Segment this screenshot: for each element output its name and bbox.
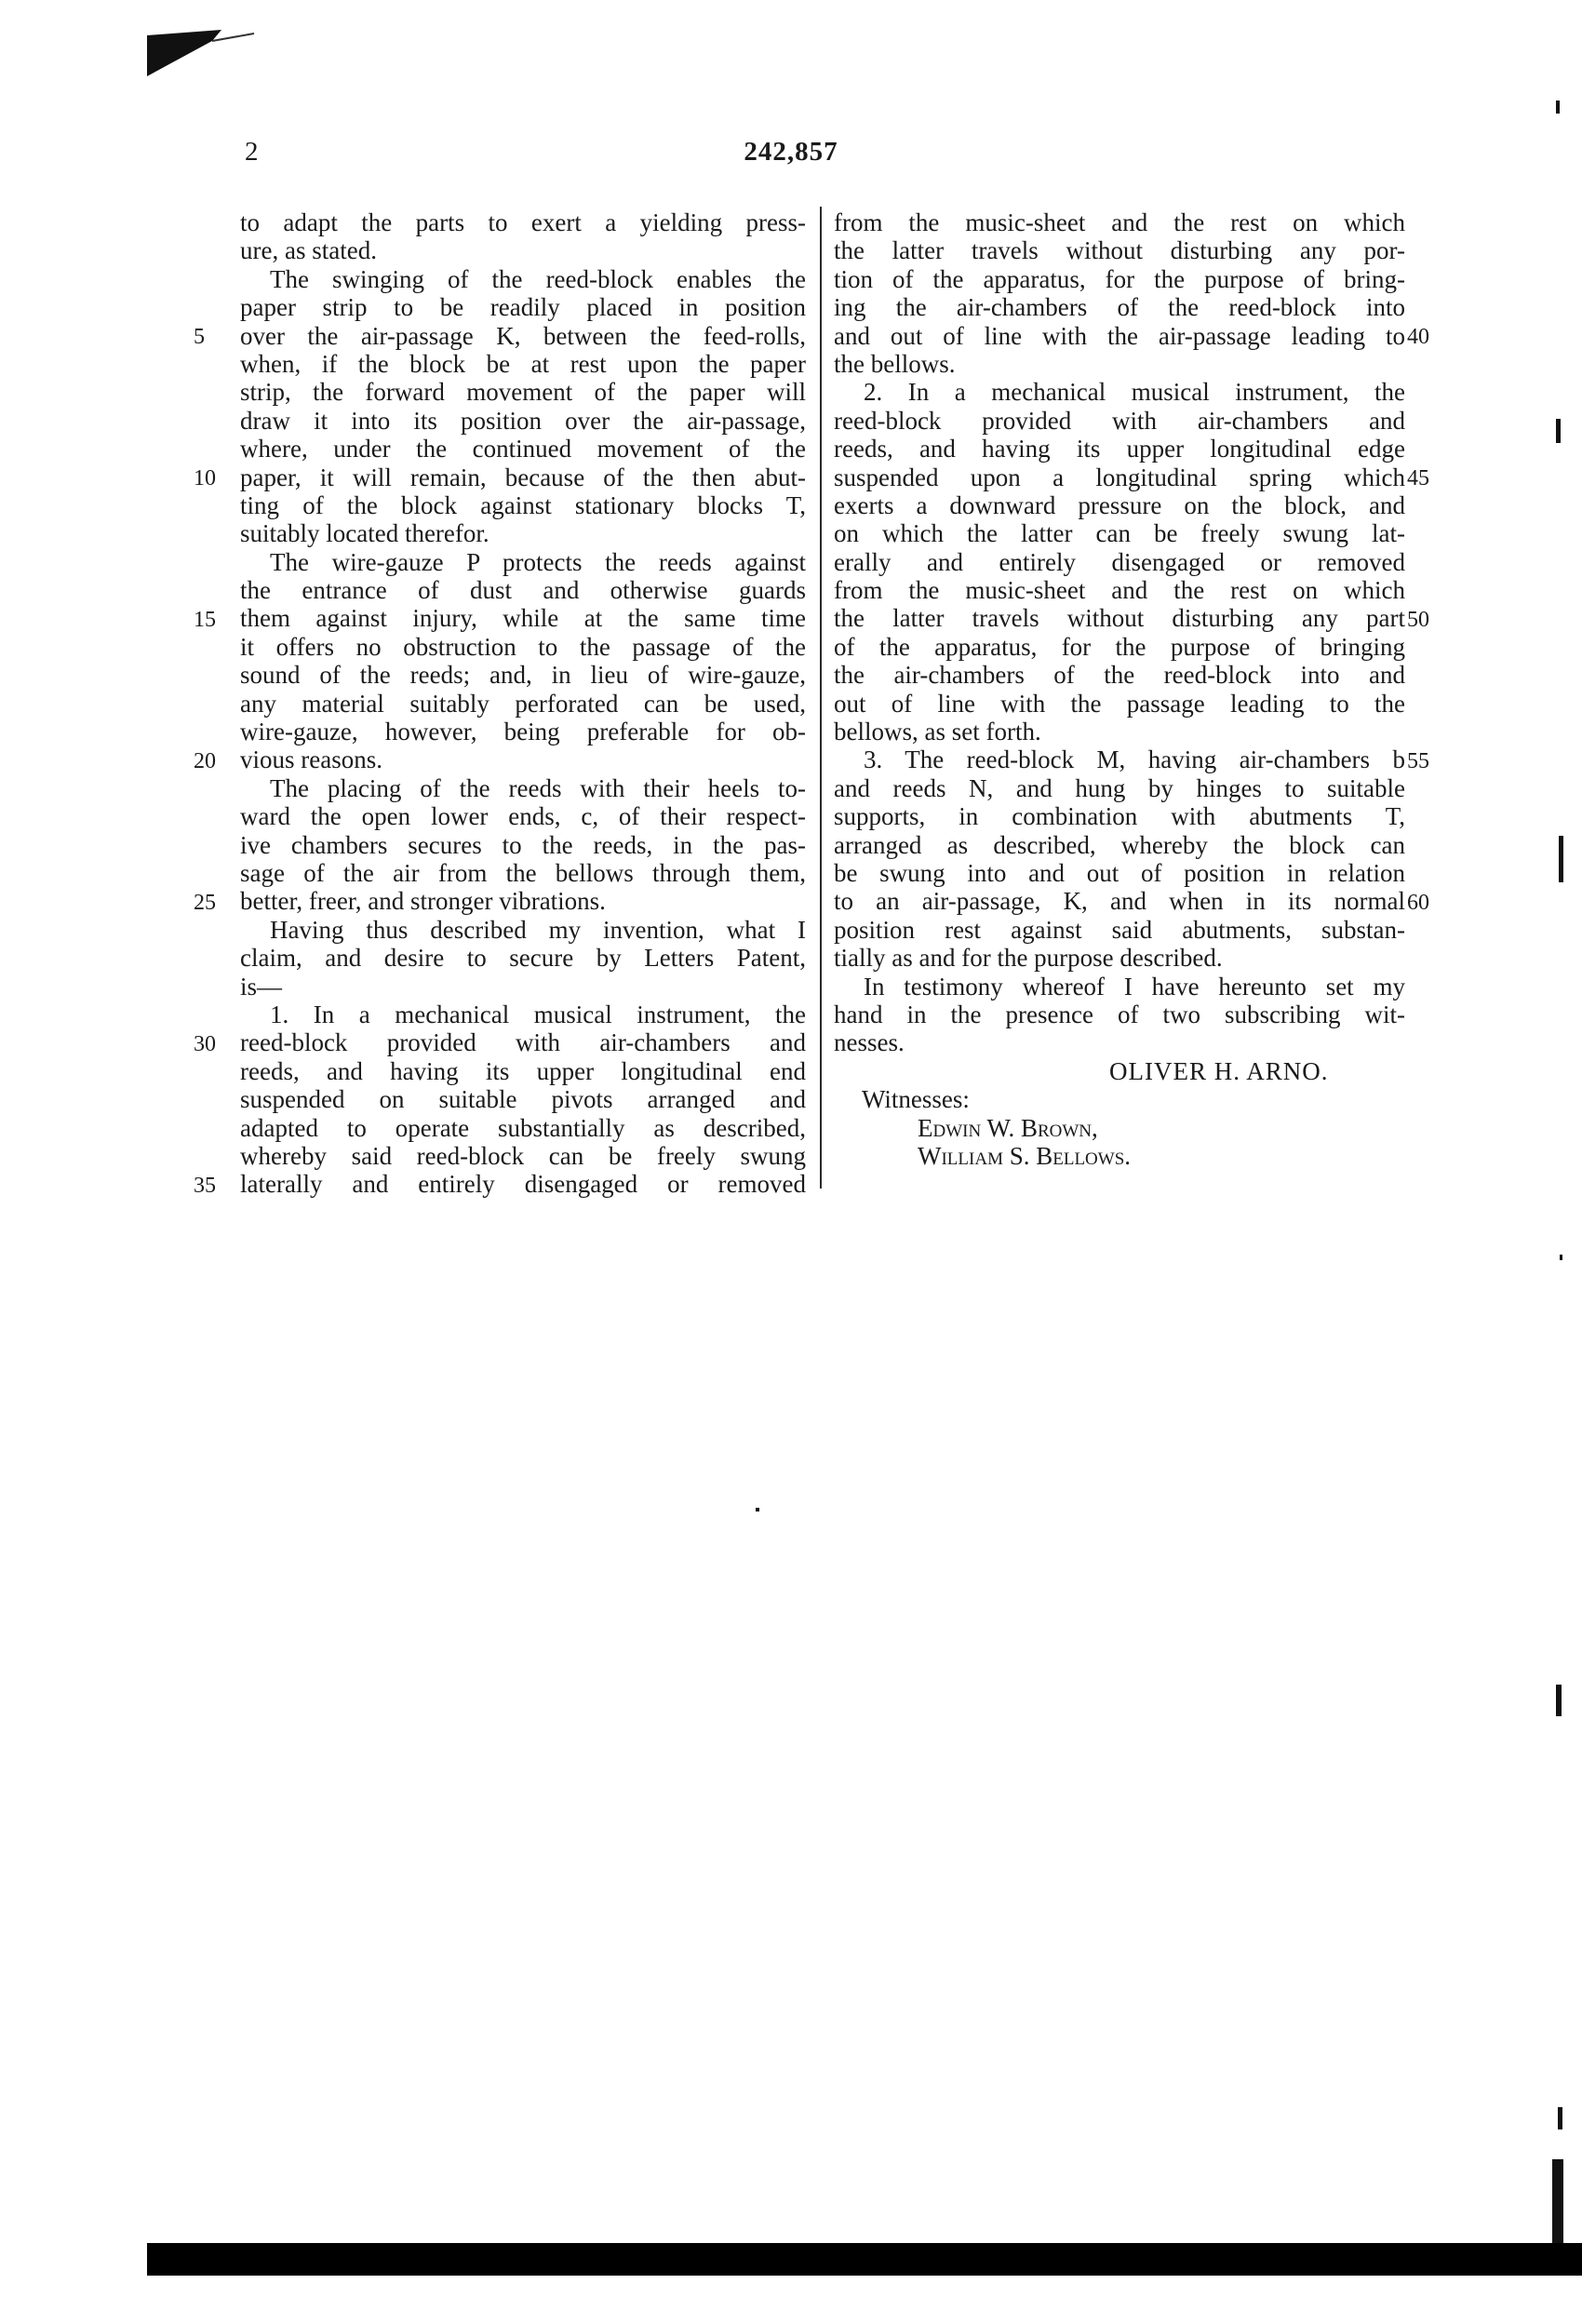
- text-line: the air-chambers of the reed-block into and: [834, 661, 1405, 690]
- text-line: strip, the forward movement of the paper will: [240, 378, 806, 407]
- text-line: ting of the block against stationary blocks T,: [240, 490, 806, 519]
- scan-speck: [1558, 2107, 1562, 2129]
- text-line: and out of line with the air-passage leading to: [834, 321, 1405, 350]
- text-line: bellows, as set forth.: [834, 718, 1041, 746]
- text-line: reed-block provided with air-chambers and: [834, 406, 1405, 435]
- scan-speck: [1556, 419, 1561, 443]
- text-line: ive chambers secures to the reeds, in the pas-: [240, 830, 806, 859]
- text-line: 1. In a mechanical musical instrument, the: [270, 1000, 806, 1028]
- text-line: from the music-sheet and the rest on which: [834, 208, 1405, 236]
- text-line: exerts a downward pressure on the block, and: [834, 490, 1405, 519]
- patent-number: 242,857: [744, 137, 838, 167]
- column-divider: [820, 207, 822, 1189]
- text-line: position rest against said abutments, substan-: [834, 915, 1405, 944]
- scan-speck: [1559, 836, 1563, 882]
- text-line: arranged as described, whereby the block can: [834, 830, 1405, 859]
- text-line: Having thus described my invention, what I: [270, 915, 806, 944]
- text-line: tially as and for the purpose described.: [834, 944, 1223, 973]
- text-line: out of line with the passage leading to the: [834, 689, 1405, 718]
- page-number: 2: [245, 137, 259, 167]
- text-line: wire-gauze, however, being preferable for ob-: [240, 718, 806, 746]
- text-line: ward the open lower ends, c, of their respect-: [240, 802, 806, 831]
- margin-line-number: 50: [1407, 607, 1429, 632]
- margin-line-number: 35: [194, 1173, 216, 1198]
- right-text-column: [834, 208, 1405, 1170]
- text-line: suspended upon a longitudinal spring which: [834, 463, 1405, 491]
- text-line: sage of the air from the bellows through them,: [240, 858, 806, 887]
- margin-line-number: 20: [194, 748, 216, 773]
- text-line: reeds, and having its upper longitudinal end: [240, 1056, 806, 1085]
- scan-speck: [1560, 1255, 1562, 1260]
- corner-scan-mark: [147, 28, 277, 84]
- text-line: the latter travels without disturbing any part: [834, 604, 1405, 633]
- text-line: the bellows.: [834, 349, 956, 378]
- text-line: erally and entirely disengaged or removed: [834, 547, 1405, 576]
- margin-line-number: 25: [194, 890, 216, 915]
- text-line: whereby said reed-block can be freely swung: [240, 1141, 806, 1170]
- scan-edge-bar: [147, 2243, 1582, 2276]
- text-line: to an air-passage, K, and when in its normal: [834, 887, 1405, 916]
- scan-speck: [756, 1508, 759, 1511]
- text-line: on which the latter can be freely swung lat-: [834, 519, 1405, 548]
- margin-line-number: 15: [194, 607, 216, 632]
- text-line: to adapt the parts to exert a yielding press-: [240, 208, 806, 236]
- text-line: hand in the presence of two subscribing wit-: [834, 1000, 1405, 1028]
- text-line: and reeds N, and hung by hinges to suitable: [834, 773, 1405, 802]
- text-line: Witnesses:: [862, 1085, 970, 1114]
- text-line: paper strip to be readily placed in position: [240, 293, 806, 322]
- text-line: any material suitably perforated can be used,: [240, 689, 806, 718]
- scan-speck: [1552, 2159, 1563, 2243]
- text-line: when, if the block be at rest upon the paper: [240, 349, 806, 378]
- text-line: paper, it will remain, because of the then abut-: [240, 463, 806, 491]
- margin-line-number: 10: [194, 465, 216, 490]
- text-line: where, under the continued movement of the: [240, 435, 806, 463]
- text-line: laterally and entirely disengaged or removed: [240, 1170, 806, 1199]
- text-line: nesses.: [834, 1028, 905, 1057]
- text-line: the latter travels without disturbing any por-: [834, 236, 1405, 265]
- text-line: The placing of the reeds with their heels to-: [270, 773, 806, 802]
- text-line: be swung into and out of position in relation: [834, 858, 1405, 887]
- text-line: claim, and desire to secure by Letters Patent,: [240, 944, 806, 973]
- text-line: tion of the apparatus, for the purpose of bring-: [834, 264, 1405, 293]
- text-line: The wire-gauze P protects the reeds against: [270, 547, 806, 576]
- text-line: of the apparatus, for the purpose of bringing: [834, 632, 1405, 661]
- text-line: The swinging of the reed-block enables the: [270, 264, 806, 293]
- margin-line-number: 5: [194, 324, 205, 349]
- text-line: reed-block provided with air-chambers and: [240, 1028, 806, 1057]
- scan-speck: [1556, 101, 1560, 114]
- text-line: In testimony whereof I have hereunto set my: [864, 972, 1405, 1001]
- text-line: better, freer, and stronger vibrations.: [240, 887, 606, 916]
- text-line: ing the air-chambers of the reed-block into: [834, 293, 1405, 322]
- text-line: vious reasons.: [240, 746, 382, 774]
- text-line: William S. Bellows.: [918, 1141, 1132, 1170]
- text-line: it offers no obstruction to the passage of the: [240, 632, 806, 661]
- text-line: suspended on suitable pivots arranged and: [240, 1085, 806, 1114]
- text-line: from the music-sheet and the rest on which: [834, 576, 1405, 605]
- text-line: Edwin W. Brown,: [918, 1113, 1098, 1142]
- text-line: 2. In a mechanical musical instrument, the: [864, 378, 1405, 407]
- text-line: them against injury, while at the same time: [240, 604, 806, 633]
- scan-speck: [1556, 1685, 1562, 1716]
- margin-line-number: 55: [1407, 748, 1429, 773]
- text-line: OLIVER H. ARNO.: [1109, 1056, 1329, 1085]
- margin-line-number: 60: [1407, 890, 1429, 915]
- margin-line-number: 40: [1407, 324, 1429, 349]
- text-line: 3. The reed-block M, having air-chambers b: [864, 746, 1405, 774]
- text-line: ure, as stated.: [240, 236, 377, 265]
- text-line: supports, in combination with abutments T,: [834, 802, 1405, 831]
- text-line: draw it into its position over the air-passage,: [240, 406, 806, 435]
- text-line: adapted to operate substantially as described,: [240, 1113, 806, 1142]
- text-line: reeds, and having its upper longitudinal edge: [834, 435, 1405, 463]
- text-line: is—: [240, 972, 283, 1001]
- text-line: over the air-passage K, between the feed-rolls,: [240, 321, 806, 350]
- text-line: suitably located therefor.: [240, 519, 489, 548]
- left-text-column: [240, 208, 806, 1199]
- margin-line-number: 45: [1407, 465, 1429, 490]
- margin-line-number: 30: [194, 1031, 216, 1056]
- text-line: sound of the reeds; and, in lieu of wire-gauze,: [240, 661, 806, 690]
- text-line: the entrance of dust and otherwise guards: [240, 576, 806, 605]
